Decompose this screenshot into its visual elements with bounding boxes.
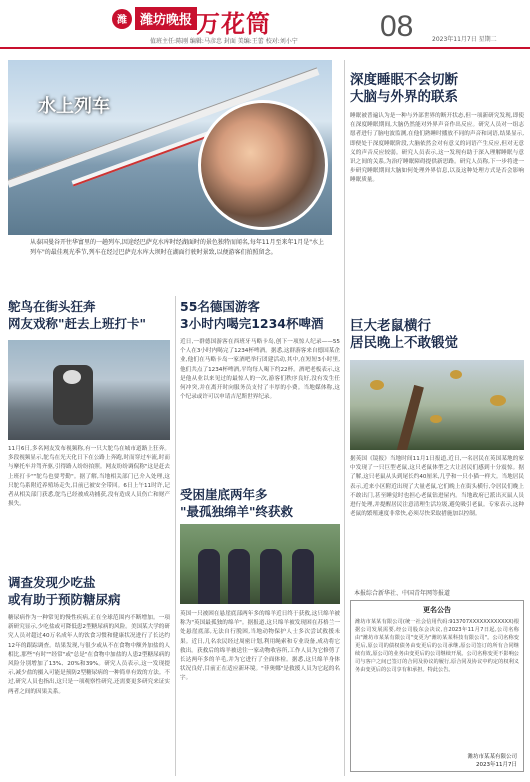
article-beer	[180, 298, 340, 483]
body-sheep: 英国一只被困在悬崖底部两年多的绵羊近日终于获救,这只绵羊被称为"英国最孤独的绵羊"。据报道,这只绵羊被发现困在苏格兰一处悬崖底部,无法自行脱困,当地动物保护人士多次尝试救援未果。近日,几名农民经过周密计划,利用绳索和专业设备,成功将它救出。获救后的绵羊被送往一家动物收容所,工作人员为它修剪了长达两年多的羊毛,并为它进行了全面体检。据悉,这只绵羊身体状况良好,目前正在适应新环境。"菲奥娜"是救援人员为它起的名字。	[180, 611, 340, 682]
masthead-rule	[0, 47, 530, 49]
headline-sleep: 深度睡眠不会切断 大脑与外界的联系	[350, 72, 458, 105]
hero-caption: 从泰国曼谷开往华富里的一趟列车,因途经巴萨克水库时经湖面时的景色独特而闻名,每年11月至来年1月是"水上列车"的最佳观光季节,列车在经过巴萨克水库大坝时在湖面行驶时景致,以便游客们拍照留念。	[30, 239, 325, 256]
body-diabetes: 糖尿病作为一种常见的慢性疾病,正在全球范围内不断增加。一项新研究显示,少吃盐或可降低患2型糖尿病的风险。美国某大学的研究人员对超过40万名成年人的饮食习惯和健康状况进行了长达约12年的跟踪调查。结果发现,与很少或从不在食物中额外加盐的人相比,那些"有时""经常"或"总是"在食物中加盐的人患2型糖尿病的风险分别增加了13%、20%和39%。研究人员表示,这一发现提示,减少盐的摄入可能是预防2型糖尿病的一种简单有效的方法。不过,研究人员也指出,这只是一项观察性研究,还需要更多研究来证实两者之间的因果关系。	[8, 615, 170, 695]
article-rat	[350, 318, 524, 352]
logo-badge-icon: 潍	[112, 9, 132, 29]
newspaper-logo	[112, 7, 197, 30]
page-number: 08	[380, 10, 414, 43]
notice-box	[350, 600, 524, 772]
hero-title: 水上列车	[38, 96, 110, 117]
leaf-graphic	[490, 395, 506, 406]
issue-date: 2023年11月7日 星期二	[432, 36, 497, 43]
notice-body: 潍坊市某某有限公司(统一社会信用代码:913707XXXXXXXXXXXX)根据公司发展需要,经公司股东会决议,自2023年11月7日起,公司名称由"潍坊市某某有限公司"变更为"潍坊某某科技有限公司"。公司名称变更后,原公司的债权债务由变更后的公司承继,原公司签订的所有合同继续有效,原公司的业务由变更后的公司继续开展。公司名称变更不影响公司与客户之间已签订的合同及协议的履行,原合同及协议中约定的权利义务由变更后的公司享有和承担。特此公告。	[355, 619, 519, 673]
headline-diabetes: 调查发现少吃盐 或有助于预防糖尿病	[8, 575, 121, 607]
body-sleep: 睡眠被普遍认为是一种与外部世界的断开状态,但一项新研究发现,即使在深度睡眠期间,大脑仍然能对外界声音作出反应。研究人员对一组志愿者进行了脑电波监测,在他们熟睡时播放不同的声音和词语,结果显示,即便处于深度睡眠阶段,大脑依然会对有意义的词语产生反应,但对无意义的声音反应较弱。研究人员表示,这一发现有助于深入理解睡眠与意识之间的关系,为治疗睡眠障碍提供新思路。研究人员称,下一步将进一步研究睡眠期间大脑如何处理外界信息,以及这种处理方式是否会影响睡眠质量。	[350, 113, 524, 184]
editor-credits: 值班主任:陈刚 编辑:马彦忠 封面 美编:王蕾 校对:刘小宁	[150, 38, 298, 45]
notice-footer: 潍坊市某某有限公司 2023年11月7日	[467, 754, 517, 768]
masthead	[0, 0, 530, 50]
article-ostrich	[8, 298, 170, 332]
body-ostrich: 11月6日,多名网友发布视频称,有一只大鸵鸟在城市道路上狂奔。多段视频显示,鸵鸟在光天化日下在公路上奔跑,时而穿过车流,时而与摩托车并驾齐驱,引得路人纷纷拍照。网友纷纷调侃称"这是赶去上班打卡""鸵鸟也要考勤"。据了解,当地相关部门已介入处理,这只鸵鸟系附近养殖场走失,目前已被安全带回。6日上午11时许,记者从相关部门获悉,鸵鸟已经被成功捕获,没有造成人员伤亡和财产损失。	[8, 446, 170, 508]
headline-rat: 巨大老鼠横行 居民晚上不敢锻觉	[350, 318, 458, 351]
leaf-graphic	[450, 370, 462, 379]
ostrich-graphic	[63, 370, 81, 384]
person-graphic	[228, 549, 250, 604]
leaf-graphic	[370, 380, 384, 390]
body-rat: 据英国《镜报》当地时间11月1日报道,近日,一名居民在英国某地的家中发现了一只巨型老鼠,这只老鼠体型之大让居民们感到十分震惊。据了解,这只老鼠从头到尾长约40厘米,几乎和一只小猫一样大。当地居民表示,近来小区附近出现了大量老鼠,它们晚上在街头横行,令居民们晚上不敢出门,甚至睡觉时也担心老鼠钻进屋内。当地政府已派出灭鼠人员进行处理,并提醒居民注意清理生活垃圾,避免吸引老鼠。专家表示,这种老鼠的繁殖速度非常快,必须尽快采取措施加以控制。	[350, 456, 524, 518]
hero-photo	[8, 60, 332, 235]
tree-photo	[350, 360, 524, 450]
person-graphic	[292, 549, 314, 604]
column-divider	[344, 60, 345, 776]
leaf-graphic	[430, 415, 442, 423]
article-sleep	[350, 72, 524, 297]
notice-title: 更名公告	[423, 606, 451, 614]
source-note: 本报综合新华社、中国青年网等报道	[354, 590, 451, 597]
section-title: 万花筒	[196, 9, 271, 38]
inset-portrait-photo	[198, 100, 328, 230]
headline-ostrich: 鸵鸟在街头狂奔 网友戏称"赶去上班打卡"	[8, 299, 147, 331]
article-diabetes	[8, 574, 170, 774]
column-divider	[175, 296, 176, 776]
person-graphic	[260, 549, 282, 604]
article-sheep	[180, 486, 340, 520]
tree-trunk-graphic	[396, 385, 424, 450]
street-photo	[8, 340, 170, 440]
rescue-group-photo	[180, 524, 340, 604]
logo-text: 潍坊晚报	[135, 7, 197, 30]
person-graphic	[198, 549, 220, 604]
headline-sheep: 受困崖底两年多 "最孤独绵羊"终获救	[180, 487, 294, 519]
headline-beer: 55名德国游客 3小时内喝完1234杯啤酒	[180, 299, 324, 331]
body-beer: 近日,一群德国游客在西班牙马略卡岛,创下一项惊人纪录——55个人在3小时内喝完了1234杯啤酒。据悉,这群游客来自德国某企业,他们在马略卡岛一家酒吧举行团建活动,其中,在短短3小时里,他们共点了1234杯啤酒,平均每人喝下约22杯。酒吧老板表示,这是他从业以来见过的最惊人的一次,游客们秩序良好,没有发生任何冲突,并在离开时向服务员支付了丰厚的小费。当地媒体称,这个纪录或许可以申请吉尼斯世界纪录。	[180, 339, 340, 401]
